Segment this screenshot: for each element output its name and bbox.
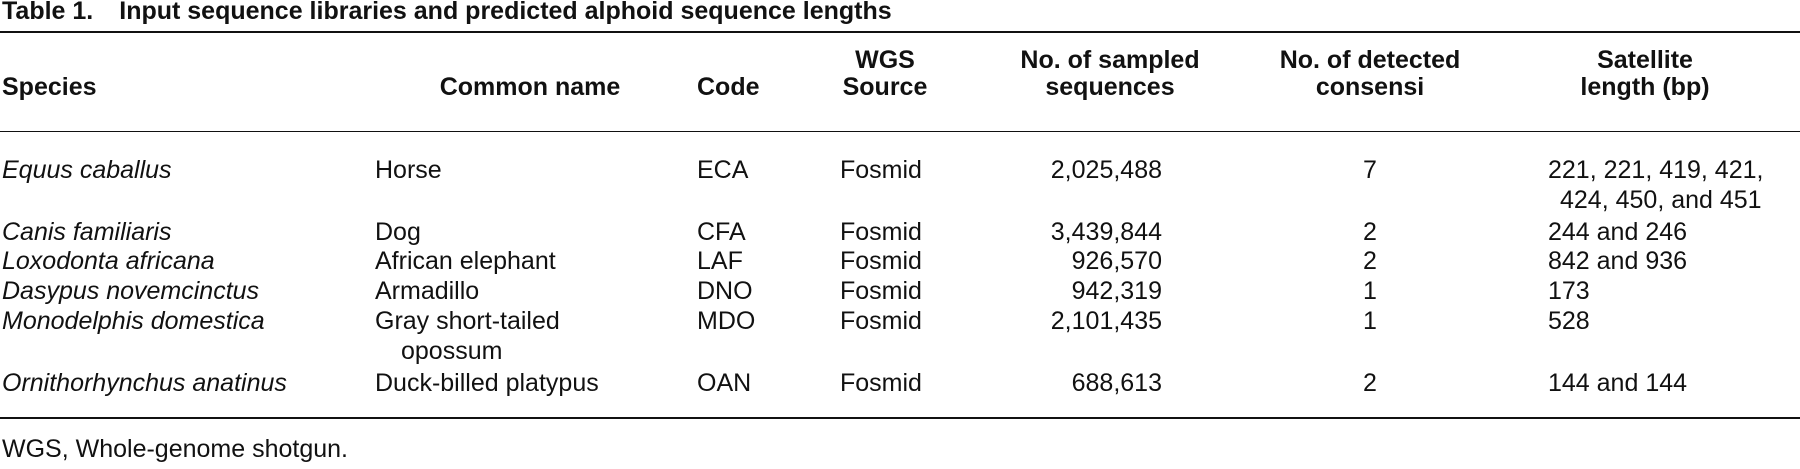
row-common-name-line1: Gray short-tailed — [375, 307, 560, 335]
header-satellite-line2: length (bp) — [1580, 73, 1710, 101]
row-satellite-line1: 528 — [1548, 307, 1590, 335]
row-source: Fosmid — [840, 369, 922, 397]
header-common-name: Common name — [439, 73, 621, 101]
row-consensi: 2 — [1363, 218, 1377, 246]
row-species: Dasypus novemcinctus — [2, 277, 260, 305]
row-sampled: 942,319 — [1071, 277, 1162, 305]
row-consensi: 1 — [1363, 307, 1377, 335]
row-consensi: 2 — [1363, 247, 1377, 275]
header-satellite-line1: Satellite — [1597, 46, 1693, 74]
row-source: Fosmid — [840, 277, 922, 305]
row-common-name: African elephant — [375, 247, 556, 275]
header-species: Species — [2, 73, 97, 101]
header-consensi-line1: No. of detected — [1279, 46, 1461, 74]
row-satellite-line2: 424, 450, and 451 — [1560, 186, 1762, 214]
row-sampled: 688,613 — [1071, 369, 1162, 397]
row-source: Fosmid — [840, 218, 922, 246]
row-sampled: 2,025,488 — [1050, 156, 1162, 184]
row-satellite-line1: 144 and 144 — [1548, 369, 1688, 397]
header-sampled-line1: No. of sampled — [1020, 46, 1200, 74]
bottom-rule — [0, 417, 1800, 419]
table-caption — [2, 0, 892, 28]
row-common-name: Armadillo — [375, 277, 480, 305]
row-satellite-line1: 244 and 246 — [1548, 218, 1688, 246]
row-consensi: 7 — [1363, 156, 1377, 184]
header-rule — [0, 131, 1800, 132]
row-species: Ornithorhynchus anatinus — [2, 369, 287, 397]
row-code: ECA — [697, 156, 749, 184]
row-sampled: 2,101,435 — [1050, 307, 1162, 335]
row-sampled: 926,570 — [1071, 247, 1162, 275]
row-common-name: Dog — [375, 218, 421, 246]
row-consensi: 1 — [1363, 277, 1377, 305]
row-source: Fosmid — [840, 307, 922, 335]
row-source: Fosmid — [840, 247, 922, 275]
header-wgs-source-line1: WGS — [855, 46, 915, 74]
row-sampled: 3,439,844 — [1050, 218, 1162, 246]
row-code: MDO — [697, 307, 756, 335]
row-common-name: Duck-billed platypus — [375, 369, 599, 397]
header-code: Code — [697, 73, 760, 101]
row-species: Loxodonta africana — [2, 247, 215, 275]
row-species: Monodelphis domestica — [2, 307, 265, 335]
row-consensi: 2 — [1363, 369, 1377, 397]
row-common-name-line2: opossum — [401, 337, 503, 365]
row-satellite-line1: 842 and 936 — [1548, 247, 1688, 275]
row-source: Fosmid — [840, 156, 922, 184]
row-species: Equus caballus — [2, 156, 172, 184]
row-satellite-line1: 221, 221, 419, 421, — [1548, 156, 1764, 184]
row-code: DNO — [697, 277, 753, 305]
row-common-name: Horse — [375, 156, 442, 184]
row-code: OAN — [697, 369, 752, 397]
row-species: Canis familiaris — [2, 218, 172, 246]
row-satellite-line1: 173 — [1548, 277, 1590, 305]
header-wgs-source-line2: Source — [842, 73, 928, 101]
row-code: CFA — [697, 218, 746, 246]
row-code: LAF — [697, 247, 743, 275]
header-consensi-line2: consensi — [1315, 73, 1425, 101]
table-footnote: WGS, Whole-genome shotgun. — [2, 435, 348, 463]
header-sampled-line2: sequences — [1045, 73, 1175, 101]
table-number: Table 1. — [2, 0, 94, 25]
table-title: Input sequence libraries and predicted alphoid sequence lengths — [119, 0, 892, 25]
top-rule — [0, 31, 1800, 33]
